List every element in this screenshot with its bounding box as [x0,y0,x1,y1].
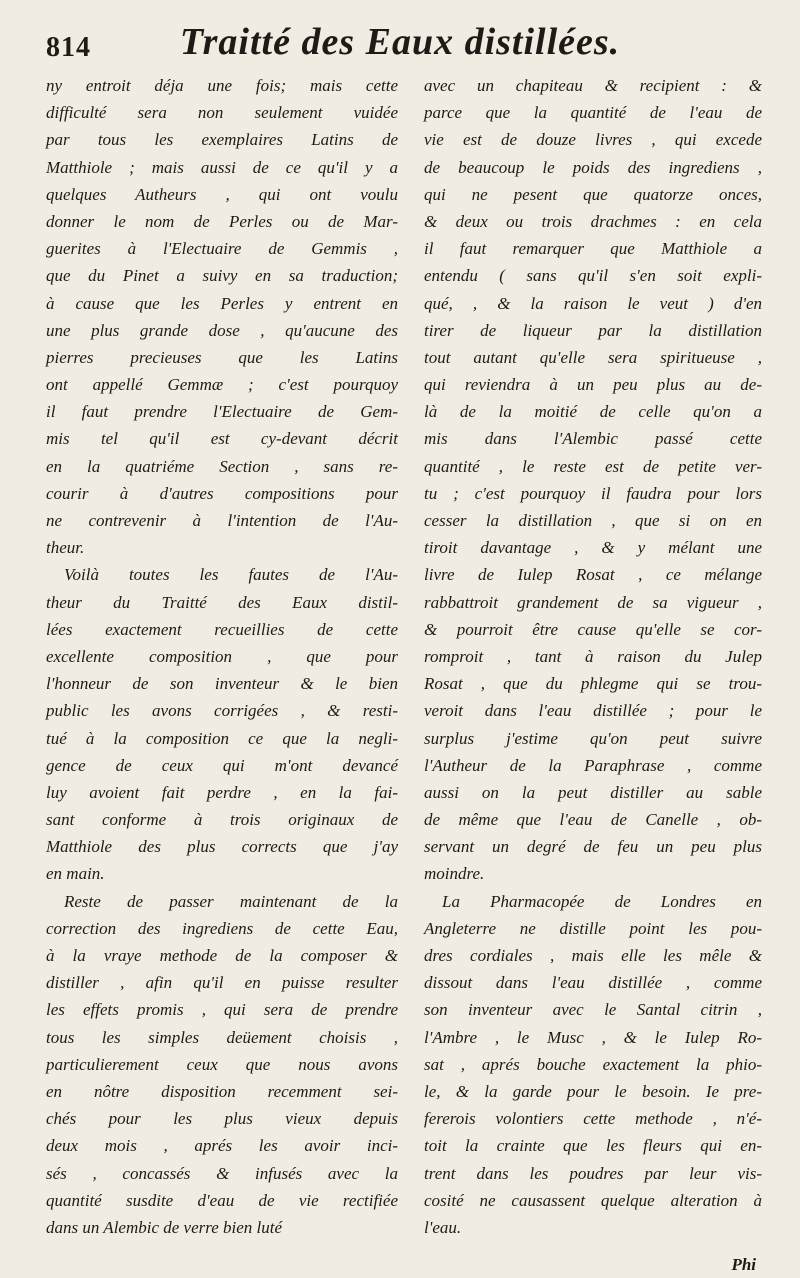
text-line: sant conforme à trois originaux de [46,810,398,830]
text-line: public les avons corrigées , & resti- [46,701,398,721]
text-line: Reste de passer maintenant de la [64,891,398,911]
text-line: parce que la quantité de l'eau de [424,103,762,123]
text-line: l'Autheur de la Paraphrase , comme [424,755,762,775]
text-line: son inventeur avec le Santal citrin , [424,1000,762,1020]
text-line: & pourroit être cause qu'elle se cor- [424,619,762,639]
text-line: là de la moitié de celle qu'on a [424,402,762,422]
text-line: ny entroit déja une fois; mais cette [46,76,398,95]
text-line: chés pour les plus vieux depuis [46,1109,398,1129]
text-line: entendu ( sans qu'il s'en soit expli- [424,266,762,286]
catchword: Phi [731,1255,756,1275]
text-line: de même que l'eau de Canelle , ob- [424,810,762,830]
text-line: romproit , tant à raison du Julep [424,646,762,666]
text-line: Matthiole ; mais aussi de ce qu'il y a [46,157,398,177]
text-line: pierres precieuses que les Latins [46,347,398,367]
text-line: fererois volontiers cette methode , n'é- [424,1109,762,1129]
text-line: surplus j'estime qu'on peut suivre [424,728,762,748]
right-column [424,72,762,1278]
text-line: que du Pinet a suivy en sa traduction; [46,266,398,286]
text-line: La Pharmacopée de Londres en [442,891,762,911]
page-number: 814 [46,32,91,63]
text-line: courir à d'autres compositions pour [46,483,398,503]
text-line: l'Ambre , le Musc , & le Iulep Ro- [424,1027,762,1047]
text-line: mis dans l'Alembic passé cette [424,429,762,449]
text-line: vie est de douze livres , qui excede [424,130,762,150]
text-line: par tous les exemplaires Latins de [46,130,398,150]
text-line: à cause que les Perles y entrent en [46,293,398,313]
text-line: dres cordiales , mais elle les mêle & [424,946,762,965]
text-line: l'honneur de son inventeur & le bien [46,674,398,694]
text-line: Matthiole des plus corrects que j'ay [46,837,398,857]
running-head [0,14,800,64]
text-line: le, & la garde pour le besoin. Ie pre- [424,1081,762,1101]
text-line: theur du Traitté des Eaux distil- [46,592,398,612]
text-line: excellente composition , que pour [46,646,398,666]
text-line: particulierement ceux que nous avons [46,1054,398,1074]
text-line: en nôtre disposition recemment sei- [46,1081,398,1101]
text-line: il faut prendre l'Electuaire de Gem- [46,402,398,422]
text-line: lées exactement recueillies de cette [46,619,398,639]
text-line: distiller , afin qu'il en puisse resulter [46,973,398,993]
text-line: tirer de liqueur par la distillation [424,320,762,340]
text-line: ne contrevenir à l'intention de l'Au- [46,511,398,530]
left-column [46,72,398,1241]
text-line: guerites à l'Electuaire de Gemmis , [46,239,398,259]
text-line: Angleterre ne distille point les pou- [424,918,762,938]
text-line: en main. [46,864,105,884]
text-line: qué, , & la raison le veut ) d'en [424,293,762,313]
text-line: dissout dans l'eau distillée , comme [424,973,762,993]
text-line: tué à la composition ce que la negli- [46,728,398,748]
text-line: il faut remarquer que Matthiole a [424,239,762,259]
text-line: tout autant qu'elle sera spiritueuse , [424,347,762,367]
text-line: cosité ne causassent quelque alteration à [424,1190,762,1210]
text-line: servant un degré de feu un peu plus [424,837,762,857]
text-line: veroit dans l'eau distillée ; pour le [424,701,762,721]
text-line: theur. [46,538,85,558]
text-line: tous les simples deüement choisis , [46,1027,398,1047]
text-line: luy avoient fait perdre , en la fai- [46,782,398,802]
text-line: donner le nom de Perles ou de Mar- [46,211,398,231]
text-line: gence de ceux qui m'ont devancé [46,755,398,775]
text-line: qui reviendra à un peu plus au de- [424,375,762,395]
text-line: qui ne pesent que quatorze onces, [424,184,762,204]
text-line: Rosat , que du phlegme qui se trou- [424,674,762,694]
text-line: mis tel qu'il est cy-devant décrit [46,429,398,449]
text-line: Voilà toutes les fautes de l'Au- [64,565,398,585]
text-line: aussi on la peut distiller au sable [424,782,762,802]
text-line: rabbattroit grandement de sa vigueur , [424,592,762,612]
text-line: avec un chapiteau & recipient : & [424,76,762,95]
text-line: l'eau. [424,1217,462,1237]
text-line: sés , concassés & infusés avec la [46,1163,398,1183]
text-line: quantité susdite d'eau de vie rectifiée [46,1190,398,1210]
text-line: à la vraye methode de la composer & [46,946,398,965]
text-line: de beaucoup le poids des ingrediens , [424,157,762,177]
text-line: ont appellé Gemmæ ; c'est pourquoy [46,375,398,395]
text-line: difficulté sera non seulement vuidée [46,103,398,123]
text-line: correction des ingrediens de cette Eau, [46,918,398,938]
text-line: dans un Alembic de verre bien luté [46,1217,283,1237]
text-line: quelques Autheurs , qui ont voulu [46,184,398,204]
text-line: une plus grande dose , qu'aucune des [46,320,398,340]
text-line: quantité , le reste est de petite ver- [424,456,762,476]
text-line: toit la crainte que les fleurs qui en- [424,1136,762,1156]
page-title: Traitté des Eaux distillées. [179,21,621,63]
text-line: trent dans les poudres par leur vis- [424,1163,762,1183]
text-line: tu ; c'est pourquoy il faudra pour lors [424,483,762,503]
text-line: moindre. [424,864,485,884]
text-line: livre de Iulep Rosat , ce mélange [424,565,762,585]
text-line: & deux ou trois drachmes : en cela [424,211,762,231]
text-line: en la quatriéme Section , sans re- [46,456,398,476]
text-line: sat , aprés bouche exactement la phio- [424,1054,762,1074]
text-line: deux mois , aprés les avoir inci- [46,1136,398,1156]
text-line: tiroit davantage , & y mélant une [424,538,762,558]
text-line: les effets promis , qui sera de prendre [46,1000,398,1020]
text-line: cesser la distillation , que si on en [424,511,762,530]
